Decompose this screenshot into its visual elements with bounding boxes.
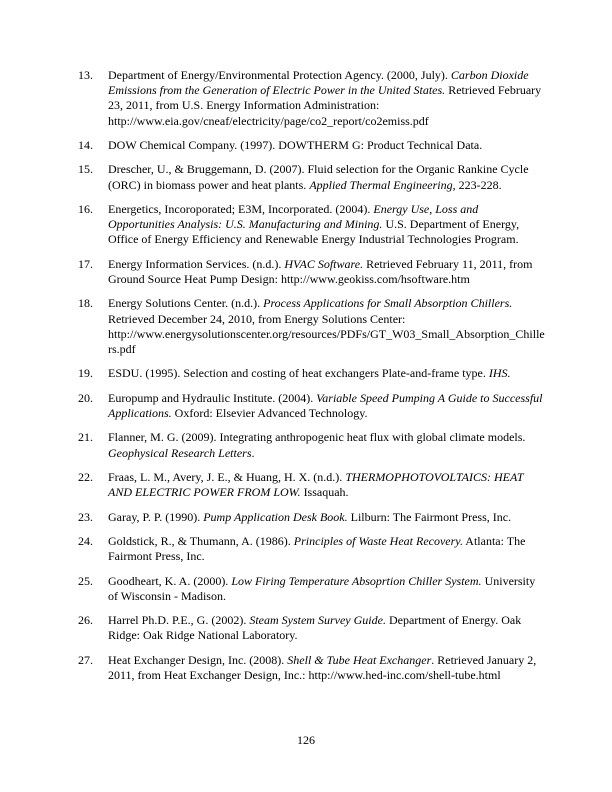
reference-title: Geophysical Research Letters [108, 445, 252, 460]
reference-entry [0, 613, 612, 643]
reference-entry [0, 534, 612, 564]
reference-title: IHS. [488, 366, 511, 381]
reference-title: THERMOPHOTOVOLTAICS: HEAT AND ELECTRIC POWER FROM LOW. [108, 469, 524, 500]
reference-entry [0, 430, 612, 460]
reference-details: University of Wisconsin - Madison. [108, 573, 536, 603]
reference-text [108, 430, 545, 460]
reference-number: 21. [78, 430, 93, 445]
reference-details: Department of Energy. Oak Ridge: Oak Ridge National Laboratory. [108, 613, 522, 643]
reference-details: Issaquah. [300, 485, 349, 500]
reference-number: 23. [78, 509, 93, 524]
reference-text [108, 138, 545, 153]
reference-number: 13. [78, 68, 93, 82]
reference-details: Oxford: Elsevier Advanced Technology. [171, 405, 368, 420]
reference-authors: DOW Chemical Company. (1997). DOWTHERM G: Product Technical Data. [108, 138, 483, 152]
reference-text [108, 162, 545, 192]
reference-text [108, 391, 545, 421]
reference-text [108, 470, 545, 500]
reference-entry [0, 257, 612, 287]
reference-authors: Goodheart, K. A. (2000). [108, 573, 232, 588]
reference-details: . [251, 445, 255, 460]
reference-title: Carbon Dioxide Emissions from the Generation of Electric Power in the United States. [108, 68, 529, 98]
reference-number: 17. [78, 256, 93, 271]
reference-authors: Goldstick, R., & Thumann, A. (1986). [108, 533, 294, 548]
reference-authors: Flanner, M. G. (2009). Integrating anthropogenic heat flux with global climate models. [108, 430, 526, 445]
reference-number: 16. [78, 201, 93, 216]
reference-entry [0, 510, 612, 525]
reference-number: 24. [78, 533, 93, 548]
reference-title: Shell & Tube Heat Exchanger [287, 652, 432, 667]
reference-text [108, 534, 545, 564]
reference-authors: Energetics, Incoroporated; E3M, Incorporated. (2004). [108, 201, 374, 216]
page-number: 126 [297, 733, 315, 747]
reference-authors: Heat Exchanger Design, Inc. (2008). [108, 652, 288, 667]
reference-number: 19. [78, 366, 93, 381]
reference-authors: ESDU. (1995). Selection and costing of heat exchangers Plate-and-frame type. [108, 366, 489, 381]
reference-details: U.S. Department of Energy, Office of Energy Efficiency and Renewable Energy Industrial Technologies Program. [108, 217, 520, 247]
reference-entry [0, 68, 612, 129]
reference-number: 15. [78, 162, 93, 177]
reference-text [108, 574, 545, 604]
reference-title: Applied Thermal Engineering [309, 177, 453, 192]
reference-title: Process Applications for Small Absorption Chillers. [263, 296, 513, 311]
reference-text [108, 68, 545, 129]
reference-entry [0, 296, 612, 357]
reference-number: 22. [78, 469, 93, 484]
reference-entry [0, 366, 612, 381]
reference-entry [0, 470, 612, 500]
reference-entry [0, 574, 612, 604]
reference-title: Principles of Waste Heat Recovery. [293, 533, 463, 548]
reference-title: HVAC Software. [284, 256, 364, 271]
reference-entry [0, 138, 612, 153]
reference-entry [0, 202, 612, 248]
reference-text [108, 257, 545, 287]
reference-title: Pump Application Desk Book. [203, 509, 348, 524]
reference-authors: Harrel Ph.D. P.E., G. (2002). [108, 613, 250, 628]
reference-number: 26. [78, 613, 93, 628]
reference-authors: Energy Solutions Center. (n.d.). [108, 296, 264, 311]
reference-details: Lilburn: The Fairmont Press, Inc. [347, 509, 512, 524]
reference-details: Retrieved February 11, 2011, from Ground Source Heat Pump Design: http://www.geokiss.com/hsoftware.htm [108, 256, 533, 286]
reference-list [0, 68, 612, 692]
reference-number: 25. [78, 573, 93, 588]
reference-details: , 223-228. [452, 177, 502, 192]
reference-text [108, 613, 545, 643]
reference-title: Steam System Survey Guide. [249, 613, 386, 628]
reference-details: . Retrieved January 2, 2011, from Heat Exchanger Design, Inc.: http://www.hed-inc.com/shell-tube.html [108, 652, 537, 682]
reference-authors: Europump and Hydraulic Institute. (2004). [108, 390, 317, 405]
reference-title: Low Firing Temperature Absoprtion Chiller System. [231, 573, 482, 588]
reference-authors: Garay, P. P. (1990). [108, 509, 204, 524]
reference-entry [0, 653, 612, 683]
reference-text [108, 653, 545, 683]
reference-text [108, 510, 545, 525]
reference-entry [0, 162, 612, 192]
reference-text [108, 202, 545, 248]
reference-details: Atlanta: The Fairmont Press, Inc. [108, 533, 526, 564]
reference-number: 20. [78, 390, 93, 405]
reference-title: Energy Use, Loss and Opportunities Analysis: U.S. Manufacturing and Mining. [108, 201, 479, 232]
reference-number: 14. [78, 138, 93, 152]
reference-details: Retrieved February 23, 2011, from U.S. Energy Information Administration: http://www.eia.gov/cneaf/electricity/page/co2_report/co2emiss.pdf [108, 83, 542, 128]
reference-text [108, 296, 545, 357]
reference-number: 18. [78, 296, 93, 311]
reference-authors: Energy Information Services. (n.d.). [108, 256, 285, 271]
reference-authors: Department of Energy/Environmental Protection Agency. (2000, July). [108, 68, 451, 82]
reference-details: Retrieved December 24, 2010, from Energy Solutions Center: http://www.energysolutionscenter.org/resources/PDFs/GT_W03_Small_Absorption_Chillers.pdf [108, 311, 545, 356]
reference-text [108, 366, 545, 381]
reference-authors: Drescher, U., & Bruggemann, D. (2007). Fluid selection for the Organic Rankine Cycle (ORC) in biomass power and heat plants. [108, 162, 529, 192]
reference-entry [0, 391, 612, 421]
reference-title: Variable Speed Pumping A Guide to Successful Applications. [108, 390, 543, 420]
reference-authors: Fraas, L. M., Avery, J. E., & Huang, H. X. (n.d.). [108, 469, 346, 484]
reference-number: 27. [78, 652, 93, 667]
